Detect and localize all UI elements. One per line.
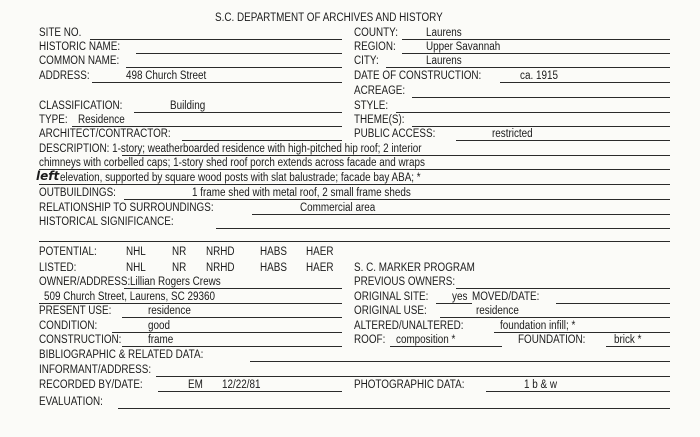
altered-line [494, 332, 670, 333]
themes-label: THEME(S): [354, 114, 405, 126]
outbuildings-line [124, 199, 670, 200]
potential-haer: HAER [306, 246, 334, 258]
previous-owners-line [456, 288, 670, 289]
informant-line [156, 376, 670, 377]
historic-name-line [136, 53, 342, 54]
county-label: COUNTY: [354, 27, 398, 39]
themes-line [412, 126, 670, 127]
form-header: S.C. DEPARTMENT OF ARCHIVES AND HISTORY [215, 12, 443, 24]
condition-line [112, 332, 342, 333]
acreage-line [412, 97, 670, 98]
architect-line [182, 140, 342, 141]
classification-line [134, 112, 342, 113]
county-value: Laurens [426, 27, 462, 39]
previous-owners-label: PREVIOUS OWNERS: [354, 276, 456, 288]
bibliographic-label: BIBLIOGRAPHIC & RELATED DATA: [39, 349, 204, 361]
architect-label: ARCHITECT/CONTRACTOR: [39, 128, 171, 140]
historical-significance-label: HISTORICAL SIGNIFICANCE: [39, 216, 174, 228]
potential-habs: HABS [260, 246, 287, 258]
listed-nr: NR [172, 262, 187, 274]
description-line-3: elevation, supported by square wood posts with slat balustrade; facade bay ABA; * [60, 172, 421, 184]
date-of-construction-value: ca. 1915 [520, 70, 558, 82]
type-value: Residence [78, 114, 125, 126]
listed-nrhd: NRHD [206, 262, 235, 274]
type-label: TYPE: [39, 114, 68, 126]
date-of-construction-label: DATE OF CONSTRUCTION: [354, 70, 482, 82]
original-site-line [436, 303, 472, 304]
outbuildings-label: OUTBUILDINGS: [39, 187, 116, 199]
original-site-label: ORIGINAL SITE: [354, 291, 429, 303]
style-line [396, 112, 670, 113]
owner-line [124, 288, 342, 289]
public-access-label: PUBLIC ACCESS: [354, 128, 436, 140]
region-label: REGION: [354, 41, 396, 53]
owner-value: Lillian Rogers Crews [130, 276, 221, 288]
photographic-data-label: PHOTOGRAPHIC DATA: [354, 379, 465, 391]
site-no-label: SITE NO. [39, 27, 82, 39]
moved-date-label: MOVED/DATE: [472, 291, 540, 303]
recorded-date-value: 12/22/81 [222, 379, 261, 391]
description-underline-2 [39, 169, 670, 170]
owner-address-value: 509 Church Street, Laurens, SC 29360 [44, 291, 215, 303]
style-label: STYLE: [354, 100, 389, 112]
foundation-label: FOUNDATION: [518, 334, 586, 346]
roof-value: composition * [396, 334, 456, 346]
owner-label: OWNER/ADDRESS: [39, 276, 131, 288]
present-use-line [122, 317, 342, 318]
region-line [402, 53, 670, 54]
informant-label: INFORMANT/ADDRESS: [39, 364, 152, 376]
address-value: 498 Church Street [126, 70, 207, 82]
historic-name-label: HISTORIC NAME: [39, 41, 121, 53]
description-underline-3 [39, 184, 670, 185]
date-of-construction-line [500, 82, 670, 83]
listed-label: LISTED: [39, 262, 77, 274]
listed-nhl: NHL [126, 262, 146, 274]
potential-nhl: NHL [126, 246, 146, 258]
recorded-by-line [158, 391, 342, 392]
type-line [72, 126, 342, 127]
relationship-line [252, 214, 670, 215]
construction-value: frame [148, 334, 174, 346]
roof-line [390, 346, 502, 347]
foundation-value: brick * [614, 334, 642, 346]
classification-value: Building [170, 100, 206, 112]
potential-label: POTENTIAL: [39, 246, 97, 258]
bibliographic-line [250, 361, 670, 362]
description-line-1: DESCRIPTION: 1-story; weatherboarded residence with high-pitched hip roof; 2 interior [39, 143, 422, 155]
original-use-label: ORIGINAL USE: [354, 305, 427, 317]
acreage-label: ACREAGE: [354, 85, 406, 97]
public-access-line [456, 140, 670, 141]
construction-line [122, 346, 342, 347]
roof-label: ROOF: [354, 334, 386, 346]
description-line-2: chimneys with corbelled caps; 1-story shed roof porch extends across facade and wraps [39, 157, 425, 169]
original-use-line [440, 317, 670, 318]
condition-label: CONDITION: [39, 320, 98, 332]
moved-date-line [556, 303, 670, 304]
altered-label: ALTERED/UNALTERED: [354, 320, 464, 332]
classification-label: CLASSIFICATION: [39, 100, 123, 112]
original-use-value: residence [476, 305, 519, 317]
relationship-label: RELATIONSHIP TO SURROUNDINGS: [39, 202, 214, 214]
historical-significance-line-1 [216, 228, 670, 229]
handwritten-left: left [36, 169, 60, 183]
city-value: Laurens [426, 55, 462, 67]
description-underline-1 [122, 155, 670, 156]
listed-habs: HABS [260, 262, 287, 274]
potential-nr: NR [172, 246, 187, 258]
address-label: ADDRESS: [39, 70, 90, 82]
city-label: CITY: [354, 55, 379, 67]
photographic-data-value: 1 b & w [524, 379, 557, 391]
address-line [92, 82, 342, 83]
marker-program-label: S. C. MARKER PROGRAM [354, 262, 475, 274]
owner-address-line [39, 303, 342, 304]
outbuildings-value: 1 frame shed with metal roof, 2 small frame sheds [192, 187, 411, 199]
evaluation-line [118, 408, 670, 409]
recorded-by-label: RECORDED BY/DATE: [39, 379, 143, 391]
relationship-value: Commercial area [300, 202, 376, 214]
county-line [402, 39, 670, 40]
recorded-by-value: EM [188, 379, 203, 391]
altered-value: foundation infill; * [500, 320, 576, 332]
present-use-label: PRESENT USE: [39, 305, 112, 317]
foundation-line [606, 346, 670, 347]
common-name-label: COMMON NAME: [39, 55, 120, 67]
photographic-data-line [486, 391, 670, 392]
present-use-value: residence [148, 305, 191, 317]
public-access-value: restricted [492, 128, 533, 140]
potential-nrhd: NRHD [206, 246, 235, 258]
city-line [386, 67, 670, 68]
evaluation-label: EVALUATION: [39, 396, 103, 408]
original-site-value: yes [452, 291, 468, 303]
condition-value: good [148, 320, 171, 332]
region-value: Upper Savannah [426, 41, 501, 53]
common-name-line [126, 67, 342, 68]
listed-haer: HAER [306, 262, 334, 274]
historical-significance-line-2 [39, 241, 670, 242]
site-no-line [90, 39, 342, 40]
construction-label: CONSTRUCTION: [39, 334, 122, 346]
